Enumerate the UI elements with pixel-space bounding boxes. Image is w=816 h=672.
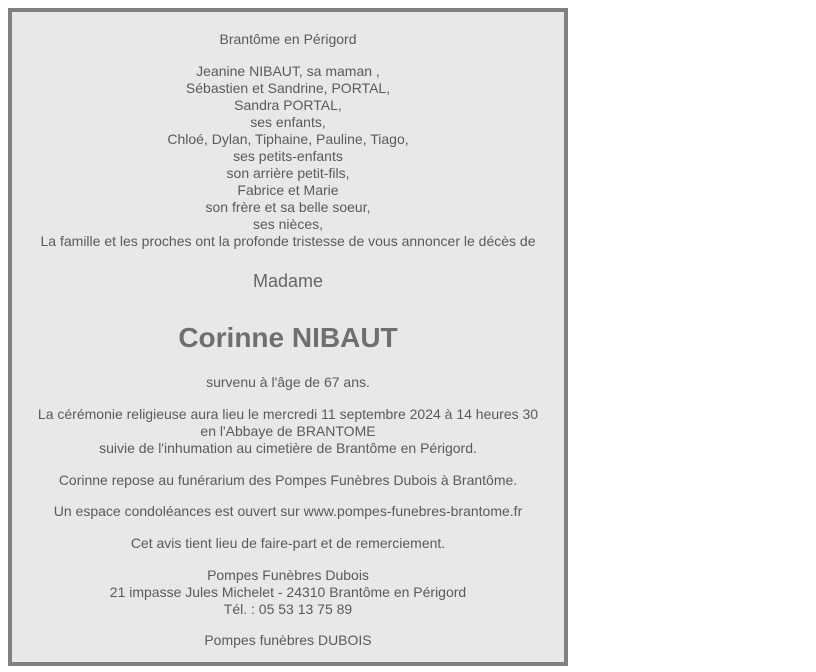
funerarium-text: Corinne repose au funérarium des Pompes Funèbres Dubois à Brantôme.	[58, 472, 518, 488]
deceased-title-block	[12, 270, 564, 292]
family-line: Fabrice et Marie	[237, 182, 339, 198]
header-place-block	[12, 31, 564, 48]
family-line: son arrière petit-fils,	[226, 165, 350, 181]
ceremony-line: en l'Abbaye de BRANTOME	[200, 423, 376, 439]
condolences-block	[12, 503, 564, 520]
family-line: Sébastien et Sandrine, PORTAL,	[185, 80, 391, 96]
announcement-line: La famille et les proches ont la profonde tristesse de vous annoncer le décès de	[40, 233, 536, 249]
contact-line: Pompes Funèbres Dubois	[207, 567, 369, 583]
age-block	[12, 374, 564, 391]
family-line: ses petits-enfants	[233, 148, 343, 164]
header-place: Brantôme en Périgord	[219, 31, 357, 47]
ceremony-line: La cérémonie religieuse aura lieu le mercredi 11 septembre 2024 à 14 heures 30	[37, 406, 539, 422]
deceased-name: Corinne NIBAUT	[178, 322, 398, 353]
family-line: Jeanine NIBAUT, sa maman ,	[196, 63, 380, 79]
deceased-title: Madame	[252, 271, 324, 291]
funerarium-block	[12, 472, 564, 489]
family-list	[12, 63, 564, 250]
obituary-notice	[8, 8, 568, 666]
contact-line: Tél. : 05 53 13 75 89	[223, 601, 353, 617]
signature-block	[12, 632, 564, 649]
family-line: ses nièces,	[252, 216, 324, 232]
notice-text: Cet avis tient lieu de faire-part et de remerciement.	[130, 535, 446, 551]
deceased-name-block	[12, 322, 564, 354]
family-line: son frère et sa belle soeur,	[205, 199, 371, 215]
family-line: ses enfants,	[250, 114, 326, 130]
notice-block	[12, 535, 564, 552]
ceremony-block	[12, 406, 564, 457]
ceremony-line: suivie de l'inhumation au cimetière de Brantôme en Périgord.	[99, 440, 477, 456]
family-line: Chloé, Dylan, Tiphaine, Pauline, Tiago,	[167, 131, 409, 147]
contact-block	[12, 567, 564, 618]
condolences-text: Un espace condoléances est ouvert sur www.pompes-funebres-brantome.fr	[53, 503, 523, 519]
age-text: survenu à l'âge de 67 ans.	[206, 374, 370, 390]
family-line: Sandra PORTAL,	[234, 97, 342, 113]
signature-text: Pompes funèbres DUBOIS	[204, 632, 372, 648]
contact-line: 21 impasse Jules Michelet - 24310 Brantôme en Périgord	[109, 584, 467, 600]
